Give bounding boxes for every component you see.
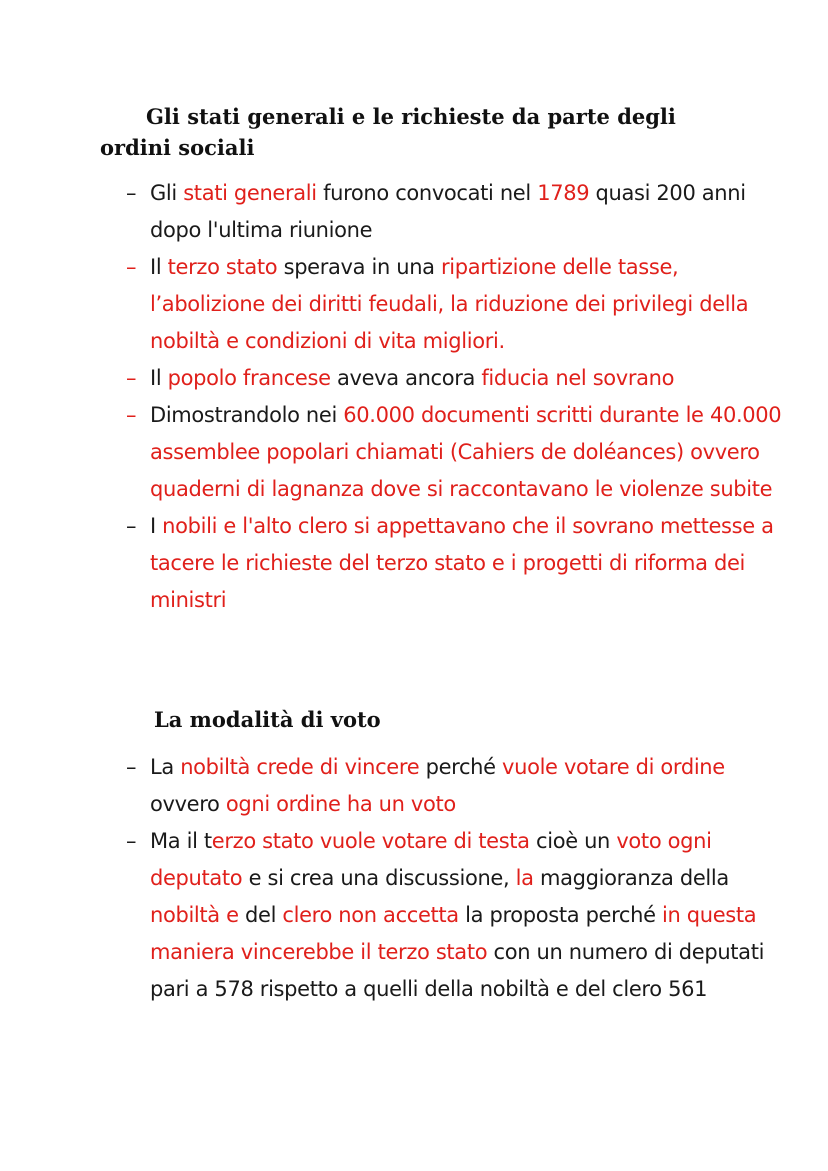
highlighted-text: stati generali [183, 181, 317, 205]
body-text: La [150, 755, 181, 779]
highlighted-text: nobiltà e [150, 903, 239, 927]
section-heading-modalita-voto: La modalità di voto [154, 707, 381, 732]
highlighted-text: fiducia nel sovrano [481, 366, 675, 390]
body-text: ovvero [150, 792, 226, 816]
body-text: Il [150, 255, 168, 279]
bullet-dash: – [126, 403, 137, 427]
list-item [0, 360, 828, 397]
highlighted-text: voto ogni deputato [150, 829, 712, 890]
highlighted-text: erzo stato vuole votare di testa [211, 829, 530, 853]
bullet-dash: – [126, 514, 137, 538]
body-text: aveva ancora [330, 366, 482, 390]
bullet-list-modalita-voto [0, 749, 828, 1008]
bullet-dash: – [126, 181, 137, 205]
highlighted-text: la [515, 866, 534, 890]
body-text: furono convocati nel [316, 181, 538, 205]
highlighted-text: vuole votare di ordine [502, 755, 725, 779]
highlighted-text: ogni ordine ha un voto [225, 792, 456, 816]
bullet-dash: – [126, 755, 137, 779]
section-heading-stati-generali: Gli stati generali e le richieste da parte degli ordini sociali [100, 104, 676, 160]
list-item [0, 249, 828, 360]
highlighted-text: nobiltà crede di vincere [180, 755, 420, 779]
body-text: perché [419, 755, 503, 779]
body-text: del [238, 903, 283, 927]
bullet-dash: – [126, 255, 137, 279]
bullet-dash: – [126, 829, 137, 853]
highlighted-text: 1789 [537, 181, 590, 205]
body-text: quasi 200 anni dopo l'ultima riunione [150, 181, 746, 242]
body-text: I [150, 514, 163, 538]
highlighted-text: terzo stato [167, 255, 278, 279]
bullet-dash: – [126, 366, 137, 390]
highlighted-text: 60.000 documenti scritti durante le 40.000 assemblee popolari chiamati (Cahiers de doléances) ovvero quaderni di lagnanza dove si raccontavano le violenze subite [150, 403, 782, 501]
highlighted-text: nobili e l'alto clero si appettavano che il sovrano mettesse a tacere le richieste del terzo stato e i progetti di riforma dei ministri [150, 514, 774, 612]
list-item [0, 175, 828, 249]
body-text: Il [150, 366, 168, 390]
bullet-list-stati-generali [0, 175, 828, 619]
body-text: Dimostrandolo nei [150, 403, 344, 427]
body-text: e si crea una discussione, [242, 866, 516, 890]
body-text: Ma il t [150, 829, 212, 853]
list-item [0, 508, 828, 619]
highlighted-text: in questa maniera vincerebbe il terzo stato [150, 903, 757, 964]
highlighted-text: clero non accetta [282, 903, 459, 927]
list-item [0, 823, 828, 1008]
highlighted-text: popolo francese [167, 366, 331, 390]
body-text: cioè un [529, 829, 617, 853]
body-text: la proposta perché [458, 903, 662, 927]
list-item [0, 749, 828, 823]
body-text: Gli [150, 181, 184, 205]
body-text: sperava in una [277, 255, 442, 279]
body-text: maggioranza della [533, 866, 729, 890]
list-item [0, 397, 828, 508]
body-text: con un numero di deputati pari a 578 rispetto a quelli della nobiltà e del clero 561 [150, 940, 765, 1001]
highlighted-text: ripartizione delle tasse, l’abolizione dei diritti feudali, la riduzione dei privilegi della nobiltà e condizioni di vita migliori. [150, 255, 749, 353]
